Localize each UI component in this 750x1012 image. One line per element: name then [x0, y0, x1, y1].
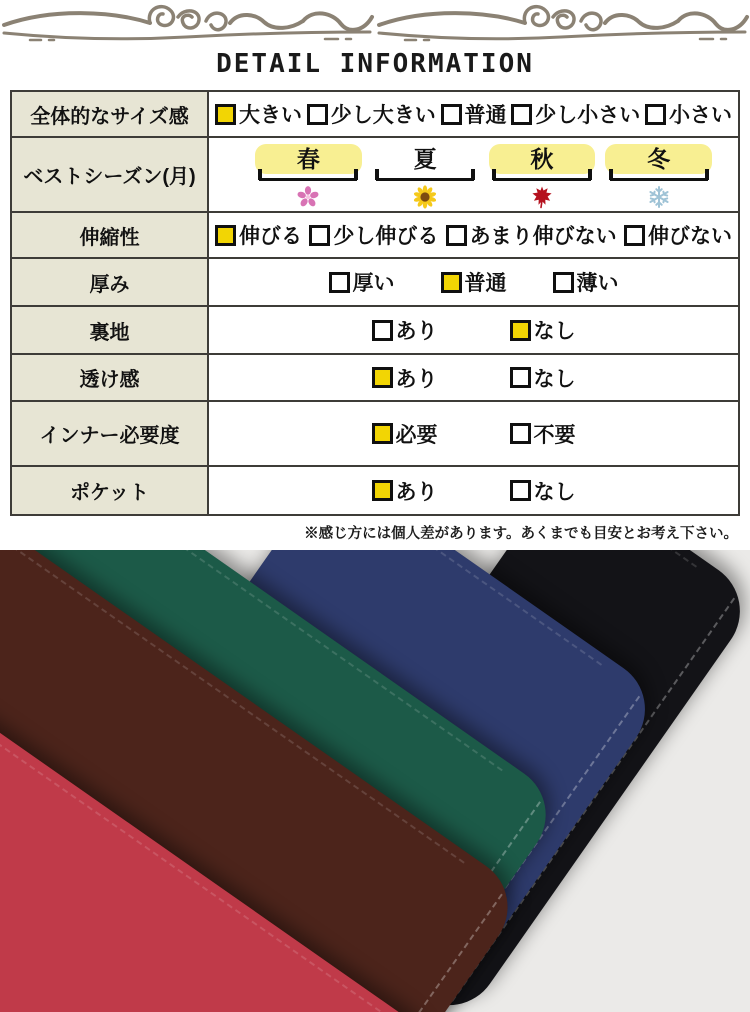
- option-label: 少し伸びる: [333, 225, 439, 248]
- option-label: 薄い: [576, 272, 619, 295]
- option: [372, 419, 438, 449]
- option: [329, 267, 395, 297]
- season-summer: [372, 144, 479, 209]
- option-label: なし: [533, 320, 576, 343]
- checkbox-icon: [215, 104, 236, 125]
- sunflower-icon: [413, 185, 437, 209]
- disclaimer-note: ※感じ方には個人差があります。あくまでも目安とお考え下さい。: [304, 526, 738, 542]
- option: [309, 220, 438, 250]
- season-label: 秋: [489, 144, 596, 174]
- checkbox-icon: [372, 423, 393, 444]
- row-label: 裏地: [12, 307, 209, 353]
- maple-leaf-icon: [530, 185, 554, 209]
- season-spring: [255, 144, 362, 209]
- row-label: インナー必要度: [12, 402, 209, 465]
- checkbox-icon: [329, 272, 350, 293]
- checkbox-icon: [446, 225, 467, 246]
- option: [372, 315, 438, 345]
- cherry-blossom-icon: [296, 185, 320, 209]
- checkbox-icon: [441, 104, 462, 125]
- option-label: 伸びる: [239, 225, 302, 248]
- option: [624, 220, 732, 250]
- option: [510, 363, 576, 393]
- season-bracket: [493, 169, 591, 181]
- checkbox-icon: [510, 480, 531, 501]
- season-label: 春: [255, 144, 362, 174]
- option: [307, 99, 436, 129]
- checkbox-icon: [510, 367, 531, 388]
- option-label: 不要: [533, 423, 576, 447]
- season-bracket: [610, 169, 708, 181]
- option-label: あまり伸びない: [469, 225, 617, 248]
- snowflake-icon: [647, 185, 671, 209]
- checkbox-icon: [307, 104, 328, 125]
- checkbox-icon: [624, 225, 645, 246]
- table-row-lining: [12, 305, 738, 353]
- row-label: 厚み: [12, 259, 209, 305]
- option-label: あり: [395, 480, 438, 504]
- table-row-season: [12, 136, 738, 211]
- option: [372, 476, 438, 506]
- season-label: 冬: [605, 144, 712, 174]
- table-row-sheerness: [12, 353, 738, 400]
- checkbox-icon: [645, 104, 666, 125]
- option: [645, 99, 732, 129]
- checkbox-icon: [372, 480, 393, 501]
- option: [511, 99, 640, 129]
- option: [510, 315, 576, 345]
- option-label: 普通: [464, 272, 507, 295]
- row-label: 透け感: [12, 355, 209, 400]
- detail-info-table: [10, 90, 740, 516]
- option: [441, 99, 507, 129]
- option-label: なし: [533, 480, 576, 504]
- table-row-size: [12, 92, 738, 136]
- option-label: あり: [395, 320, 438, 343]
- page-title: DETAIL INFORMATION: [216, 49, 534, 79]
- option: [215, 99, 302, 129]
- checkbox-icon: [511, 104, 532, 125]
- season-bracket: [259, 169, 357, 181]
- option: [510, 419, 576, 449]
- checkbox-icon: [441, 272, 462, 293]
- option-label: なし: [533, 367, 576, 391]
- option-label: 必要: [395, 423, 438, 447]
- checkbox-icon: [510, 423, 531, 444]
- checkbox-icon: [372, 320, 393, 341]
- option-label: 伸びない: [647, 225, 732, 248]
- option-label: 少し小さい: [535, 104, 641, 127]
- product-photo: [0, 550, 750, 1012]
- option: [372, 363, 438, 393]
- option-label: あり: [395, 367, 438, 391]
- option-label: 小さい: [669, 104, 732, 127]
- option-label: 少し大きい: [330, 104, 436, 127]
- option: [553, 267, 619, 297]
- season-autumn: [489, 144, 596, 209]
- checkbox-icon: [510, 320, 531, 341]
- checkbox-icon: [309, 225, 330, 246]
- row-label: 全体的なサイズ感: [12, 92, 209, 136]
- option: [446, 220, 617, 250]
- checkbox-icon: [372, 367, 393, 388]
- option: [215, 220, 302, 250]
- checkbox-icon: [553, 272, 574, 293]
- table-row-inner: [12, 400, 738, 465]
- option-label: 普通: [464, 104, 507, 127]
- season-bracket: [376, 169, 474, 181]
- table-row-stretch: [12, 211, 738, 257]
- season-winter: [605, 144, 712, 209]
- table-row-thickness: [12, 257, 738, 305]
- option: [510, 476, 576, 506]
- checkbox-icon: [215, 225, 236, 246]
- season-label: 夏: [413, 146, 437, 172]
- table-row-pocket: [12, 465, 738, 514]
- row-label: ベストシーズン(月): [12, 138, 209, 211]
- decorative-flourish: [0, 0, 750, 44]
- row-label: ポケット: [12, 467, 209, 514]
- row-label: 伸縮性: [12, 213, 209, 257]
- option-label: 厚い: [352, 272, 395, 295]
- option-label: 大きい: [239, 104, 302, 127]
- option: [441, 267, 507, 297]
